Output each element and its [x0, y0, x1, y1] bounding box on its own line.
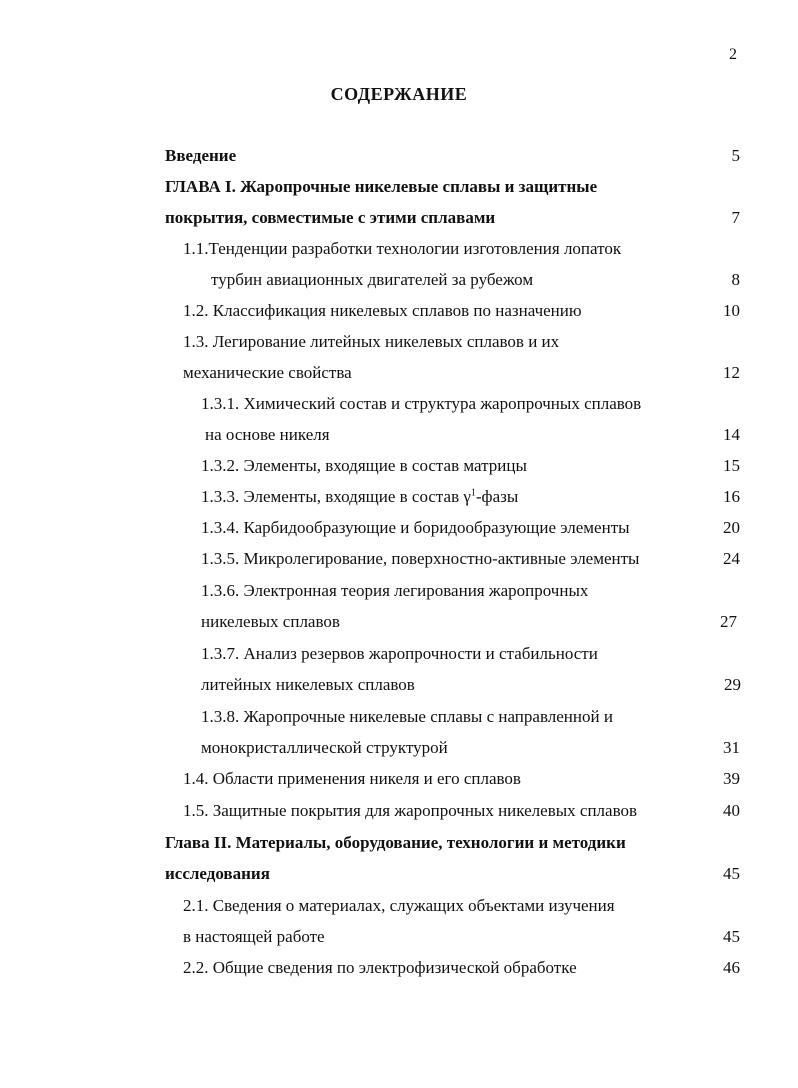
toc-entry-page: 31	[723, 738, 740, 757]
toc-entry-page: 12	[723, 363, 740, 382]
toc-entry-text: 1.3. Легирование литейных никелевых сплавов и их	[183, 332, 560, 351]
toc-entry-text: 1.3.4. Карбидообразующие и боридообразующие элементы	[201, 518, 630, 537]
toc-entry-page: 45	[723, 864, 740, 883]
toc-entry-page: 15	[723, 456, 740, 475]
toc-entry-page: 14	[723, 425, 740, 444]
toc-entry-text: никелевых сплавов	[201, 612, 340, 631]
toc-entry-text	[201, 487, 518, 507]
page-number: 2	[729, 46, 737, 63]
toc-entry-page: 24	[723, 549, 740, 568]
toc-entry-text: ГЛАВА I. Жаропрочные никелевые сплавы и защитные	[165, 177, 598, 196]
toc-entry-text: 1.4. Области применения никеля и его сплавов	[183, 769, 521, 788]
toc-entry-text: 1.3.7. Анализ резервов жаропрочности и стабильности	[201, 644, 598, 663]
toc-entry-text-suffix: -фазы	[475, 487, 519, 506]
toc-entry-text: 1.3.5. Микролегирование, поверхностно-активные элементы	[201, 549, 640, 568]
toc-entry-page: 46	[723, 958, 740, 977]
toc-entry-text: 1.2. Классификация никелевых сплавов по назначению	[183, 301, 582, 320]
toc-entry-page: 20	[723, 518, 740, 537]
toc-entry-page: 10	[723, 301, 740, 320]
toc-entry-text: Введение	[165, 146, 237, 165]
toc-entry-page: 39	[723, 769, 740, 788]
toc-entry-text: механические свойства	[183, 363, 352, 382]
toc-entry-page: 29	[724, 675, 741, 694]
gamma-superscript: 1	[470, 487, 476, 499]
toc-entry-text: 1.3.8. Жаропрочные никелевые сплавы с направленной и	[201, 707, 613, 726]
toc-entry-text: исследования	[165, 864, 270, 883]
page-title: СОДЕРЖАНИЕ	[330, 84, 468, 104]
toc-entry-page: 40	[723, 801, 740, 820]
toc-entry-text: монокристаллической структурой	[201, 738, 448, 757]
toc-entry-text: на основе никеля	[205, 425, 330, 444]
toc-entry-page: 8	[731, 270, 740, 289]
toc-entry-text: покрытия, совместимые с этими сплавами	[165, 208, 496, 227]
toc-entry-page: 16	[723, 487, 740, 506]
toc-entry-text: в настоящей работе	[183, 927, 325, 946]
toc-entry-page: 45	[723, 927, 740, 946]
toc-entry-text: 1.5. Защитные покрытия для жаропрочных никелевых сплавов	[183, 801, 638, 820]
toc-entry-text: 1.1.Тенденции разработки технологии изготовления лопаток	[183, 239, 622, 258]
toc-entry-page: 27	[720, 612, 737, 631]
toc-entry-page: 7	[731, 208, 740, 227]
toc-entry-text: литейных никелевых сплавов	[201, 675, 415, 694]
toc-entry-page: 5	[731, 146, 740, 165]
toc-entry-text: Глава II. Материалы, оборудование, технологии и методики	[165, 833, 626, 852]
toc-entry-text: 2.1. Сведения о материалах, служащих объектами изучения	[183, 896, 615, 915]
toc-entry-text: 1.3.1. Химический состав и структура жаропрочных сплавов	[201, 394, 642, 413]
toc-entry-text: 1.3.2. Элементы, входящие в состав матрицы	[201, 456, 527, 475]
toc-entry-text-main: 1.3.3. Элементы, входящие в состав γ	[201, 487, 471, 506]
toc-entry-text: турбин авиационных двигателей за рубежом	[211, 270, 534, 289]
toc-entry-text: 2.2. Общие сведения по электрофизической обработке	[183, 958, 577, 977]
toc-entry-text: 1.3.6. Электронная теория легирования жаропрочных	[201, 581, 589, 600]
